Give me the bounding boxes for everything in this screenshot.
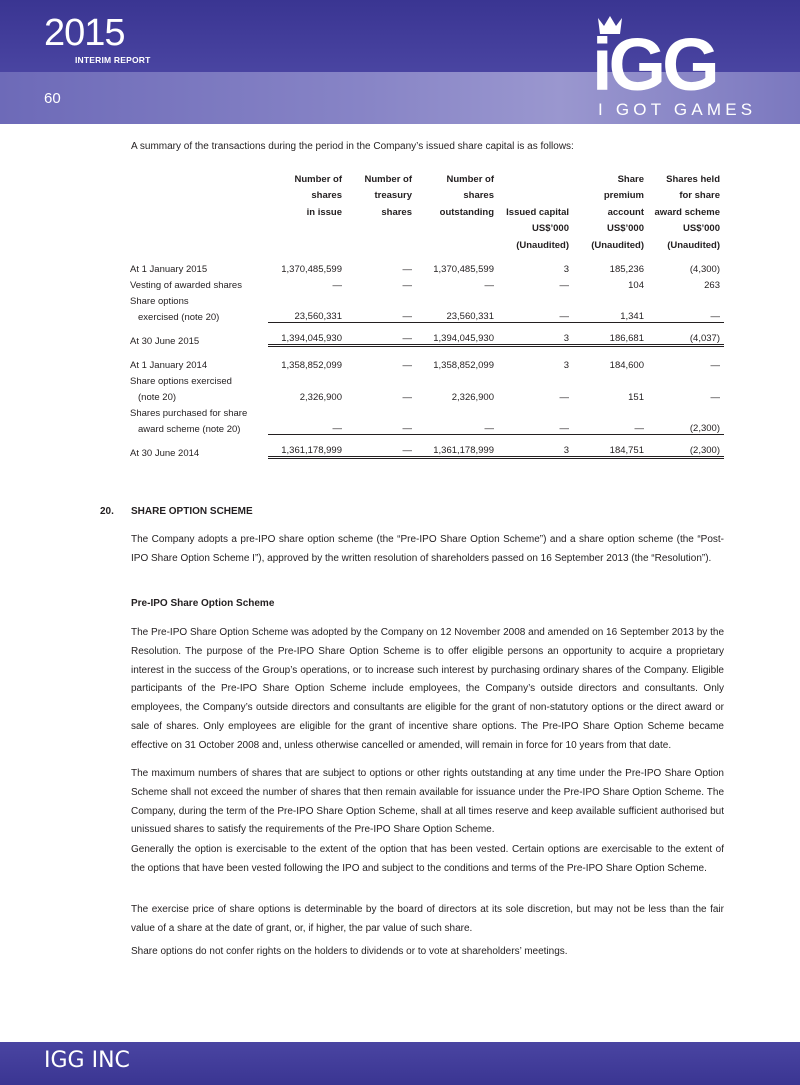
col-head: treasury xyxy=(374,190,412,202)
share-capital-table xyxy=(128,168,724,459)
col-head: outstanding xyxy=(439,206,494,218)
table-row: At 1 January 2015 1,370,485,599 — 1,370,485,599 3 185,236 (4,300) xyxy=(130,263,720,275)
paragraph: Share options do not confer rights on the holders to dividends or to vote at shareholders’ meetings. xyxy=(131,946,568,957)
table-row: Vesting of awarded shares — — — — 104 263 xyxy=(130,279,720,291)
subheading: Pre-IPO Share Option Scheme xyxy=(131,598,275,609)
table-row: At 30 June 2015 1,394,045,930 — 1,394,045,930 3 186,681 (4,037) xyxy=(128,331,724,347)
col-head: award scheme xyxy=(654,206,720,218)
paragraph: The Pre-IPO Share Option Scheme was adopted by the Company on 12 November 2008 and amended on 16 September 2013 by the Resolution. The purpose of the Pre-IPO Share Option Scheme is to offer eligible persons an opportunity to acquire a proprietary interest in the success of the Group’s operations, or to increase such interest by purchasing ordinary shares of the Company. Eligible participants of the Pre-IPO Share Option Scheme include employees, the Company’s outside directors and consultants. Only employees, the Company’s outside directors and consultants are eligible for the grant of non-statutory options or the direct award or sale of shares. Only employees are eligible for the grant of incentive share options. The Pre-IPO Share Option Scheme became effective on 31 October 2008 and, unless otherwise cancelled or amended, will remain in force for 10 years from that date. xyxy=(131,627,724,751)
col-head: shares xyxy=(311,190,342,202)
col-head: in issue xyxy=(306,206,342,218)
col-head: premium xyxy=(603,190,644,202)
report-year: 2015 xyxy=(44,12,125,54)
page-number: 60 xyxy=(44,90,61,107)
report-title: INTERIM REPORT xyxy=(75,55,151,65)
paragraph: Generally the option is exercisable to the extent of the option that has been vested. Certain options are exercisable to the extent of the options that have been vested following the IPO and subject to the conditions and terms of the Pre-IPO Share Option Scheme. xyxy=(131,844,724,874)
table-intro: A summary of the transactions during the period in the Company’s issued share capital is as follows: xyxy=(131,141,574,152)
col-head: Shares held xyxy=(666,173,720,185)
col-head: account xyxy=(607,206,644,218)
table-row: (note 20) 2,326,900 — 2,326,900 — 151 — xyxy=(138,391,720,403)
col-head: shares xyxy=(463,190,494,202)
paragraph: The exercise price of share options is determinable by the board of directors at its sole discretion, but may not be less than the fair value of a share at the date of grant, or, if higher, the par value of such share. xyxy=(131,904,724,934)
col-head: Issued capital xyxy=(506,206,569,218)
col-head: Number of xyxy=(294,173,342,185)
col-head: (Unaudited) xyxy=(516,239,569,251)
table-row: award scheme (note 20) — — — — — (2,300) xyxy=(128,419,724,435)
col-head: US$’000 xyxy=(532,223,569,235)
col-head xyxy=(498,185,573,202)
col-head: Number of xyxy=(364,173,412,185)
col-head xyxy=(498,168,573,185)
paragraph: The Company adopts a pre-IPO share option scheme (the “Pre-IPO Share Option Scheme”) and a share option scheme (the “Post-IPO Share Option Scheme I”), approved by the written resolution of shareholders passed on 16 September 2013 (the “Resolution”). xyxy=(131,534,724,564)
company-name: IGG INC xyxy=(44,1048,130,1073)
section-title: SHARE OPTION SCHEME xyxy=(131,506,253,517)
table-row: Share options exercised xyxy=(130,375,232,387)
table-row: At 1 January 2014 1,358,852,099 — 1,358,852,099 3 184,600 — xyxy=(130,359,720,371)
logo-text: iGG xyxy=(592,23,716,98)
col-head: (Unaudited) xyxy=(667,239,720,251)
table-row: Shares purchased for share xyxy=(130,407,248,419)
table-row: Share options xyxy=(130,295,189,307)
col-head: shares xyxy=(381,206,412,218)
table-row: exercised (note 20) 23,560,331 — 23,560,331 — 1,341 — xyxy=(128,307,724,323)
col-head: (Unaudited) xyxy=(591,239,644,251)
col-head: for share xyxy=(679,190,720,202)
igg-logo xyxy=(590,12,760,98)
page-footer xyxy=(0,1042,800,1085)
col-head: US$’000 xyxy=(607,223,644,235)
col-head: US$’000 xyxy=(683,223,720,235)
col-head: Number of xyxy=(446,173,494,185)
page-header xyxy=(0,0,800,124)
section-number: 20. xyxy=(100,506,114,517)
col-head: Share xyxy=(617,173,644,185)
logo-tagline: I GOT GAMES xyxy=(598,100,757,119)
table-header xyxy=(128,168,724,251)
paragraph: The maximum numbers of shares that are subject to options or other rights outstanding at any time under the Pre-IPO Share Option Scheme shall not exceed the number of shares that then remain available for issuance under the Pre-IPO Share Option Scheme. The Company, during the term of the Pre-IPO Share Option Scheme, shall at all times reserve and keep available sufficient authorised but unissued shares to satisfy the requirements of the Pre-IPO Share Option Scheme. xyxy=(131,768,724,836)
table-row: At 30 June 2014 1,361,178,999 — 1,361,178,999 3 184,751 (2,300) xyxy=(128,443,724,459)
